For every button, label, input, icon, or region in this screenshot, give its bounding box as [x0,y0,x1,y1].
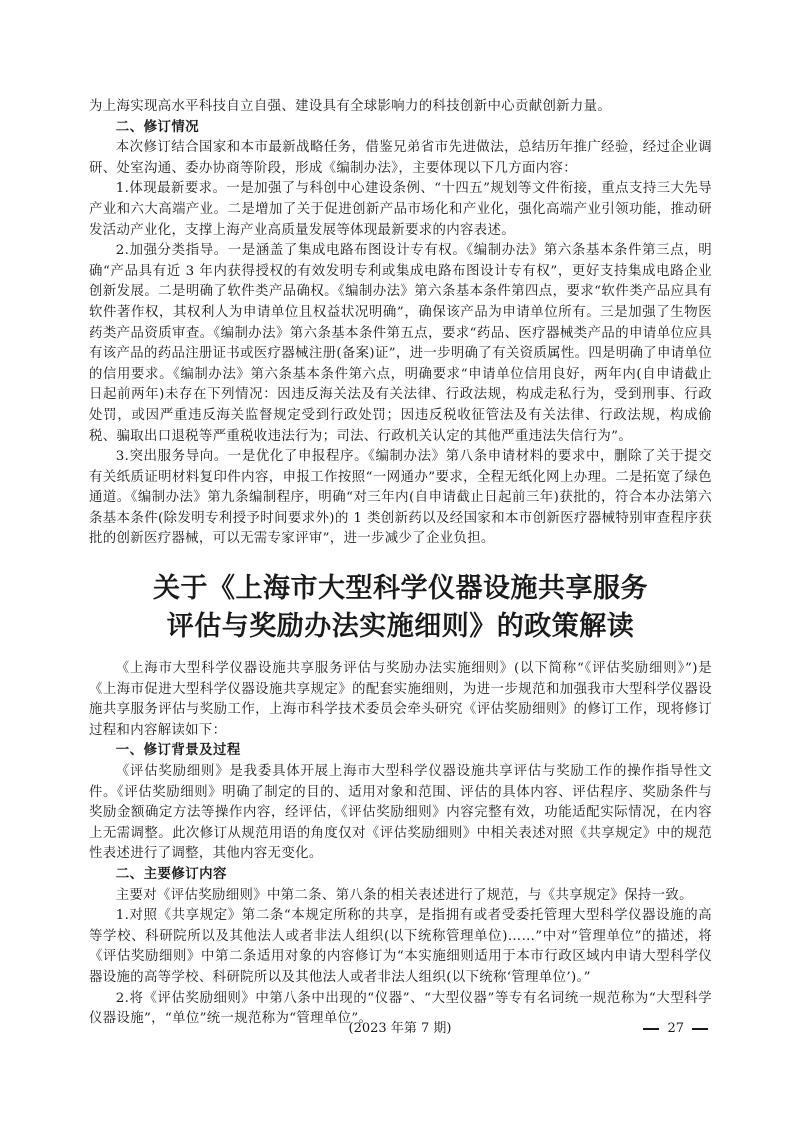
article-body [89,659,712,1030]
dash-left [643,1028,659,1030]
dash-right [692,1028,708,1030]
issue-label: (2023 年第 7 期) [348,1021,452,1036]
body-paragraph: 本次修订结合国家和本市最新战略任务，借鉴兄弟省市先进做法，总结历年推广经验，经过企业调研、处室沟通、委办协商等阶段，形成《编制办法》，主要体现以下几方面内容： [89,140,712,176]
lead-paragraph: 为上海实现高水平科技自立自强、建设具有全球影响力的科技创新中心贡献创新力量。 [89,99,612,114]
intro-paragraph: 《上海市大型科学仪器设施共享服务评估与奖励办法实施细则》(以下简称“《评估奖励细则》”)是《上海市促进大型科学仪器设施共享规定》的配套实施细则，为进一步规范和加强我市大型科学仪器设施共享服务评估与奖励工作，上海市科学技术委员会牵头研究《评估奖励细则》的修订工作，现将修订过程和内容解读如下： [89,661,712,738]
body-paragraph: 2.将《评估奖励细则》中第八条中出现的“仪器”、“大型仪器”等专有名词统一规范称为“大型科学仪器设施”，“单位”统一规范称为“管理单位”。 [89,990,712,1027]
article-title-line-1: 关于《上海市大型科学仪器设施共享服务 [153,573,648,604]
body-paragraph: 2.加强分类指导。一是涵盖了集成电路布图设计专有权。《编制办法》第六条基本条件第三点，明确“产品具有近 3 年内获得授权的有效发明专利或集成电路布图设计专有权”，更好支持集成电路企业创新发展。二是明确了软件类产品确权。《编制办法》第六条基本条件第四点，要求“软件类产品应具有软件著作权，其权利人为申请单位且权益状况明确”，确保该产品为申请单位所有。三是加强了生物医药类产品资质审查。《编制办法》第六条基本条件第五点，要求“药品、医疗器械类产品的申请单位应具有该产品的药品注册证书或医疗器械注册(备案)证”，进一步明确了有关资质属性。四是明确了申请单位的信用要求。《编制办法》第六条基本条件第六点，明确要求“申请单位信用良好，两年内(自申请截止日起前两年)未存在下列情况：因违反海关法及有关法律、行政法规，构成走私行为，受到刑事、行政处罚，或因严重违反海关监督规定受到行政处罚；因违反税收征管法及有关法律、行政法规，构成偷税、骗取出口退税等严重税收违法行为；司法、行政机关认定的其他严重违法失信行为”。 [89,243,712,444]
section-heading-revision: 二、修订情况 [115,119,200,135]
body-paragraph: 1.体现最新要求。一是加强了与科创中心建设条例、“十四五”规划等文件衔接，重点支持三大先导产业和六大高端产业。二是增加了关于促进创新产品市场化和产业化，强化高端产业引领功能，推动研发活动产业化，支撑上海产业高质量发展等体现最新要求的内容表述。 [89,181,712,238]
page-number: 27 [667,1021,684,1036]
body-paragraph: 主要对《评估奖励细则》中第二条、第八条的相关表述进行了规范，与《共享规定》保持一致。 [115,887,693,903]
page-number-block [616,1019,716,1039]
body-paragraph: 3.突出服务导向。一是优化了申报程序。《编制办法》第八条申请材料的要求中，删除了关于提交有关纸质证明材料复印件内容，申报工作按照“一网通办”要求，全程无纸化网上办理。二是拓宽了绿色通道。《编制办法》第九条编制程序，明确“对三年内(自申请截止日起前三年)获批的，符合本办法第六条基本条件(除发明专利授予时间要求外)的 1 类创新药以及经国家和本市创新医疗器械特别审查程序获批的创新医疗器械，可以无需专家评审”，进一步减少了企业负担。 [89,449,712,547]
article-title [89,570,712,646]
section-heading-main-revisions: 二、主要修订内容 [115,866,227,882]
previous-article-section [89,97,712,550]
article-title-line-2: 评估与奖励办法实施细则》的政策解读 [166,611,635,642]
body-paragraph: 1.对照《共享规定》第二条“本规定所称的共享，是指拥有或者受委托管理大型科学仪器设施的高等学校、科研院所以及其他法人或者非法人组织(以下统称管理单位)……”中对“管理单位”的描述，将《评估奖励细则》中第二条适用对象的内容修订为“本实施细则适用于本市行政区域内申请大型科学仪器设施的高等学校、科研院所以及其他法人或者非法人组织(以下统称‘管理单位’)。” [89,908,712,985]
section-heading-background: 一、修订背景及过程 [115,743,241,759]
body-paragraph: 《评估奖励细则》是我委具体开展上海市大型科学仪器设施共享评估与奖励工作的操作指导性文件。《评估奖励细则》明确了制定的目的、适用对象和范围、评估的具体内容、评估程序、奖励条件与奖励金额确定方法等操作内容，经评估，《评估奖励细则》内容完整有效，功能适配实际情况，在内容上无需调整。此次修订从规范用语的角度仅对《评估奖励细则》中相关表述对照《共享规定》中的规范性表述进行了调整，其他内容无变化。 [89,763,712,862]
